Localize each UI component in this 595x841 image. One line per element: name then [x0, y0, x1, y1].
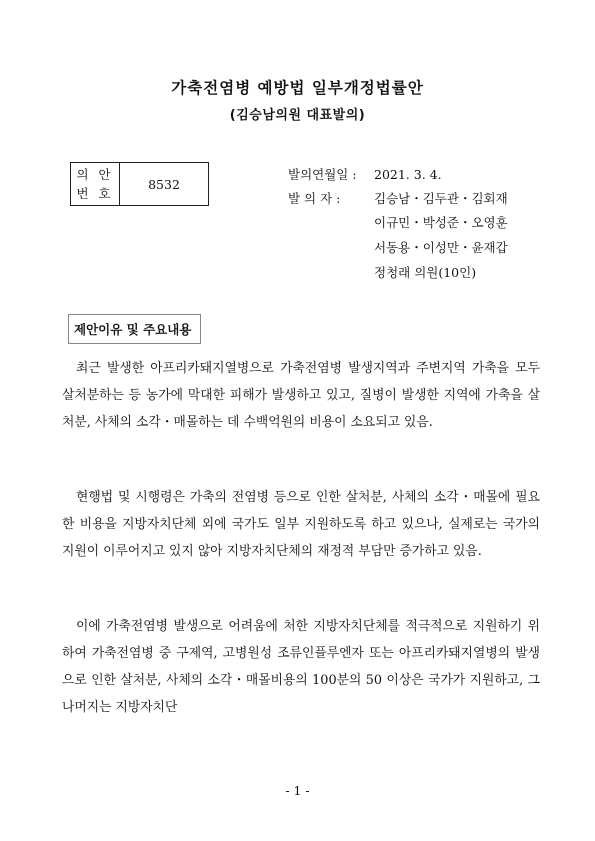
proposal-date-row: [288, 165, 442, 183]
proposer-line-2: 이규민・박성준・오영훈: [374, 215, 508, 230]
proposer-row: [288, 189, 508, 207]
proposal-date-value: 2021. 3. 4.: [374, 167, 442, 182]
paragraph-1: 최근 발생한 아프리카돼지열병으로 가축전염병 발생지역과 주변지역 가축을 모두 살처분하는 등 농가에 막대한 피해가 발생하고 있고, 질병이 발생한 지역에 가축을 살처분, 사체의 소각・매몰하는 데 수백억원의 비용이 소요되고 있음.: [62, 361, 540, 430]
document-title: 가축전염병 예방법 일부개정법률안: [171, 79, 424, 97]
page-number: - 1 -: [285, 783, 310, 798]
paragraph-2: 현행법 및 시행령은 가축의 전염병 등으로 인한 살처분, 사체의 소각・매몰에 필요한 비용을 지방자치단체 외에 국가도 일부 지원하도록 하고 있으나, 실제로는 국가의 지원이 이루어지고 있지 않아 지방자치단체의 재정적 부담만 증가하고 있음.: [62, 490, 540, 559]
proposer-line-3: 서동용・이성만・윤재갑: [374, 240, 508, 255]
bill-number-box: [70, 162, 209, 206]
proposer-label: 발 의 자 :: [288, 191, 341, 206]
bill-number-value: 8532: [120, 163, 209, 206]
document-subtitle: (김승남의원 대표발의): [229, 108, 366, 123]
proposal-date-label: 발의연월일 :: [288, 167, 357, 182]
proposer-line-4: 정청래 의원(10인): [374, 265, 477, 280]
bill-number-label-line1: 의 안: [76, 167, 114, 182]
bill-number-label-line2: 번 호: [76, 186, 114, 201]
bill-number-label: [71, 163, 120, 206]
proposer-line-1: 김승남・김두관・김회재: [374, 191, 508, 206]
paragraph-3: 이에 가축전염병 발생으로 어려움에 처한 지방자치단체를 적극적으로 지원하기 위하여 가축전염병 중 구제역, 고병원성 조류인플루엔자 또는 아프리카돼지열병의 발생으로 인한 살처분, 사체의 소각・매몰비용의 100분의 50 이상은 국가가 지원하고, 그 나머지는 지방자치단: [62, 619, 540, 715]
section-title: 제안이유 및 주요내용: [74, 322, 192, 337]
